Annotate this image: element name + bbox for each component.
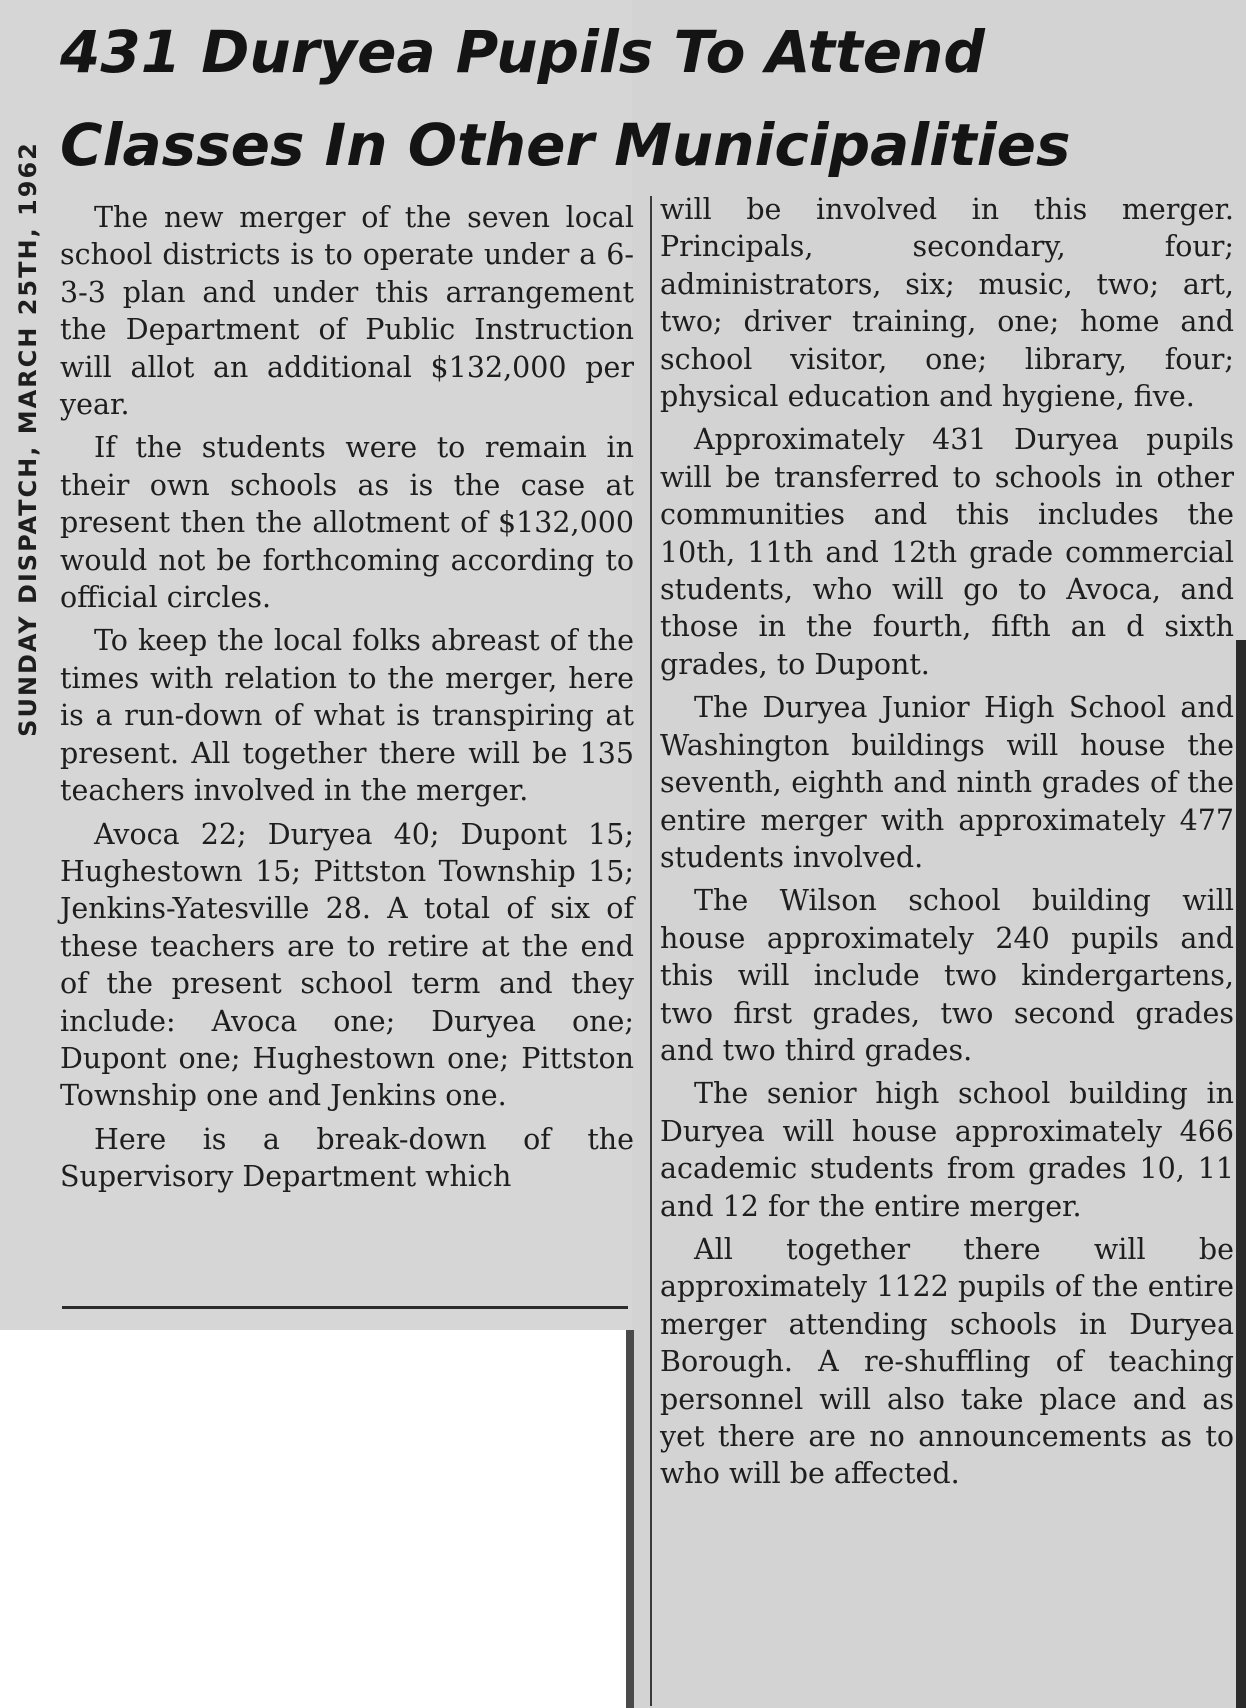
paragraph: The senior high school building in Duryea will house approximately 466 academic students from grades 10, 11 and 12 for the entire merger. <box>660 1077 1234 1223</box>
paragraph: Here is a break-down of the Supervisory Department which <box>60 1122 634 1194</box>
dateline <box>8 44 48 834</box>
paragraph: Approximately 431 Duryea pupils will be transferred to schools in other communities and this includes the 10th, 11th and 12th grade commercial students, who will go to Avoca, and those in the fourth, fifth an d sixth grades, to Dupont. <box>660 423 1234 681</box>
dateline-text: SUNDAY DISPATCH, MARCH 25TH, 1962 <box>14 141 42 737</box>
paragraph: To keep the local folks abreast of the times with relation to the merger, here is a run-down of what is transpiring at present. All together there will be 135 teachers involved in the merger. <box>60 624 634 808</box>
paragraph: The new merger of the seven local school districts is to operate under a 6-3-3 plan and under this arrangement the Department of Public Instruction will allot an additional $132,000 per year. <box>60 201 634 422</box>
paragraph-continued: will be involved in this merger. Principals, secondary, four; administrators, six; music, two; art, two; driver training, one; home and school visitor, one; library, four; physical education and hygiene, five. <box>660 193 1234 414</box>
paragraph: The Wilson school building will house approximately 240 pupils and this will include two kindergartens, two first grades, two second grades and two third grades. <box>660 884 1234 1067</box>
article-column-left <box>60 199 634 1202</box>
headline-line-2: Classes In Other Municipalities <box>60 111 1071 179</box>
headline-line-1: 431 Duryea Pupils To Attend <box>60 18 985 86</box>
paragraph: The Duryea Junior High School and Washington buildings will house the seventh, eighth and ninth grades of the entire merger with approximately 477 students involved. <box>660 691 1234 874</box>
paragraph: Avoca 22; Duryea 40; Dupont 15; Hughestown 15; Pittston Township 15; Jenkins-Yatesville 28. A total of six of these teachers are to retire at the end of the present school term and they include: Avoca one; Duryea one; Dupont one; Hughestown one; Pittston Township one and Jenkins one. <box>60 817 634 1113</box>
scan-edge-shadow-lower <box>626 1330 634 1708</box>
article-end-rule <box>62 1306 628 1309</box>
scan-edge-shadow <box>1236 640 1246 1708</box>
paragraph: All together there will be approximately 1122 pupils of the entire merger attending schools in Duryea Borough. A re-shuffling of teaching personnel will also take place and as yet there are no announcements as to who will be affected. <box>660 1232 1234 1491</box>
headline <box>60 6 1200 192</box>
article-column-right <box>660 191 1234 1499</box>
column-divider <box>650 196 652 1706</box>
paragraph: If the students were to remain in their own schools as is the case at present then the allotment of $132,000 would not be forthcoming according to official circles. <box>60 431 634 615</box>
